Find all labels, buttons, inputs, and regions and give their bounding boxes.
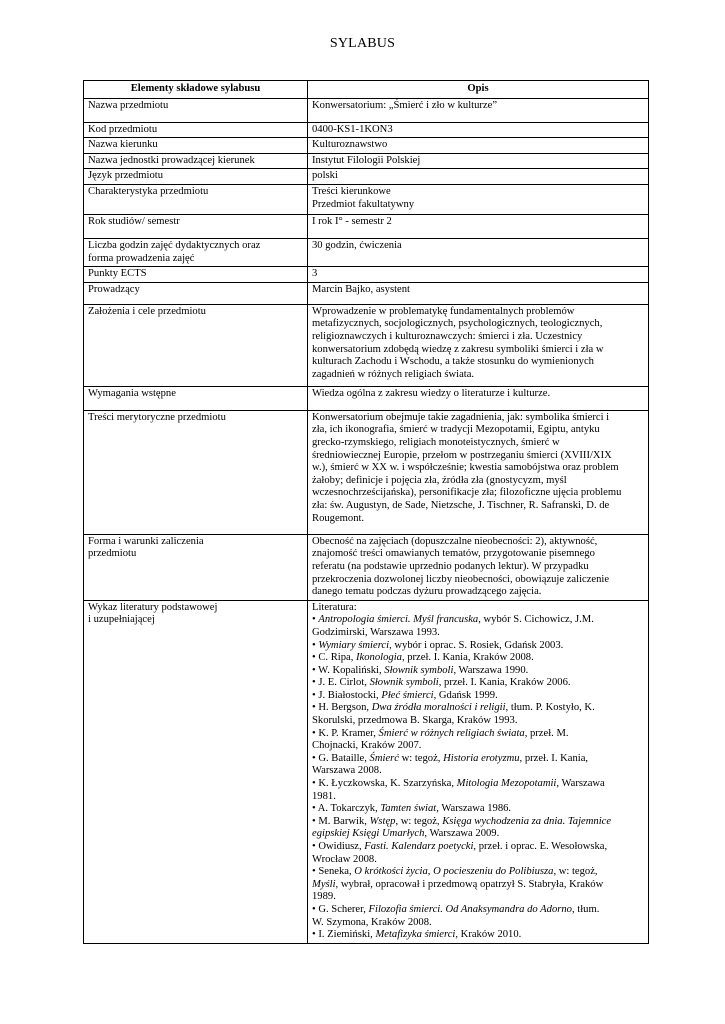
literature-item-line: [312, 791, 645, 804]
text-segment: , przeł. M.: [524, 727, 569, 739]
italic-title: Płeć śmierci: [381, 689, 434, 701]
text-segment: • J. Białostocki,: [312, 689, 382, 701]
cell-line: Wprowadzenie w problematykę fundamentalnych problemów: [312, 305, 575, 317]
cell-text: 3: [312, 268, 318, 280]
italic-title: Śmierć w różnych religiach świata: [378, 727, 525, 739]
row-label: [84, 386, 308, 410]
text-segment: Warszawa 2008.: [312, 765, 382, 777]
cell-text: Język przedmiotu: [88, 170, 164, 182]
row-value: [308, 410, 649, 534]
row-value: [308, 184, 649, 214]
text-segment: 1989.: [312, 891, 336, 903]
row-label: [84, 169, 308, 185]
row-label: [84, 304, 308, 386]
text-segment: , przeł. i oprac. E. Wesołowska,: [473, 841, 608, 852]
literature-item-line: [312, 665, 645, 678]
table-row: [84, 267, 649, 283]
cell-text: Marcin Bajko, asystent: [312, 283, 410, 295]
literature-item-line: [312, 728, 645, 741]
table-row: [84, 282, 649, 304]
italic-title: Filozofia śmierci. Od Anaksymandra do Adorno: [368, 903, 572, 915]
text-segment: , wybór S. Cichowicz, J.M.: [478, 614, 594, 626]
cell-text: Charakterystyka przedmiotu: [88, 185, 209, 197]
syllabus-table: [83, 80, 649, 944]
text-segment: • W. Kopaliński,: [312, 664, 385, 676]
italic-title: Fasti. Kalendarz poetycki: [364, 841, 474, 852]
row-label: [84, 184, 308, 214]
cell-text: polski: [312, 170, 338, 182]
text-segment: •: [312, 614, 319, 626]
text-segment: • H. Bergson,: [312, 702, 372, 714]
literature-item-line: [312, 715, 645, 728]
header-elements: Elementy składowe sylabusu: [84, 81, 308, 99]
italic-title: Metafizyka śmierci: [375, 929, 456, 941]
row-value: [308, 214, 649, 238]
row-value: [308, 534, 649, 600]
cell-text: Prowadzący: [88, 283, 140, 295]
cell-text: Rok studiów/ semestr: [88, 215, 180, 227]
italic-title: egipskiej Księgi Umarłych: [312, 828, 425, 840]
text-segment: • A. Tokarczyk,: [312, 803, 381, 815]
text-segment: Godzimirski, Warszawa 1993.: [312, 626, 440, 638]
literature-item-line: [312, 803, 645, 816]
cell-line: kulturach Zachodu i Wschodu, a także stosunku do wymienionych: [312, 356, 594, 368]
text-segment: • Seneka,: [312, 866, 355, 878]
row-value: [308, 169, 649, 185]
cell-line: zagadnień w różnych religiach świata.: [312, 368, 475, 380]
text-segment: Chojnacki, Kraków 2007.: [312, 740, 422, 752]
text-segment: Skorulski, przedmowa B. Skarga, Kraków 1993.: [312, 715, 518, 727]
cell-text: Treści merytoryczne przedmiotu: [88, 411, 226, 423]
cell-line: przedmiotu: [88, 548, 137, 560]
text-segment: , Warszawa 1986.: [436, 803, 512, 815]
cell-line: danego tematu podczas dyżuru prowadzącego zajęcia.: [312, 586, 542, 598]
row-value: [308, 153, 649, 169]
text-segment: , wybór i oprac. S. Rosiek, Gdańsk 2003.: [389, 639, 564, 651]
literature-item-line: [312, 891, 645, 904]
literature-item-line: [312, 841, 645, 854]
text-segment: • Owidiusz,: [312, 841, 365, 852]
literature-item-line: [312, 614, 645, 627]
cell-text: Instytut Filologii Polskiej: [312, 154, 421, 166]
cell-line: i uzupełniającej: [88, 614, 155, 626]
cell-text: Nazwa przedmiotu: [88, 99, 169, 111]
literature-item-line: [312, 904, 645, 917]
text-segment: , Warszawa: [556, 778, 605, 790]
table-row: [84, 138, 649, 154]
cell-text: Wiedza ogólna z zakresu wiedzy o literaturze i kulturze.: [312, 387, 551, 399]
literature-item-line: [312, 866, 645, 879]
cell-line: religioznawczych i kulturoznawczych: śmierci i zła. Uczestnicy: [312, 330, 583, 342]
literature-item-line: [312, 627, 645, 640]
cell-line: Obecność na zajęciach (dopuszczalne nieobecności: 2), aktywność,: [312, 535, 598, 547]
row-label: [84, 282, 308, 304]
text-segment: • G. Scherer,: [312, 903, 369, 915]
text-segment: • J. E. Cirlot,: [312, 677, 370, 689]
literature-item-line: [312, 917, 645, 930]
literature-item-line: [312, 879, 645, 892]
text-segment: • K. Łyczkowska, K. Szarzyńska,: [312, 778, 457, 790]
italic-title: Śmierć: [369, 752, 399, 764]
literature-item-line: [312, 740, 645, 753]
literature-item-line: [312, 702, 645, 715]
literature-item-line: [312, 828, 645, 841]
cell-line: Przedmiot fakultatywny: [312, 198, 415, 210]
text-segment: , tłum.: [571, 903, 600, 915]
italic-title: Słownik symboli: [369, 677, 439, 689]
text-segment: • M. Barwik,: [312, 815, 370, 827]
text-segment: , przeł. I. Kania, Kraków 2008.: [401, 652, 534, 664]
table-row: [84, 169, 649, 185]
table-row: [84, 410, 649, 534]
text-segment: , Gdańsk 1999.: [433, 689, 498, 701]
text-segment: • I. Ziemiński,: [312, 929, 376, 941]
text-segment: , wybrał, opracował i przedmową opatrzył S. Stabryła, Kraków: [335, 878, 604, 890]
row-value: [308, 238, 649, 266]
row-label: [84, 534, 308, 600]
cell-text: Punkty ECTS: [88, 268, 147, 280]
text-segment: •: [312, 639, 319, 651]
italic-title: Mitologia Mezopotamii: [456, 778, 557, 790]
cell-line: Forma i warunki zaliczenia: [88, 535, 204, 547]
table-body: [84, 98, 649, 943]
cell-line: Wykaz literatury podstawowej: [88, 601, 218, 613]
row-value: [308, 138, 649, 154]
row-label: [84, 410, 308, 534]
text-segment: , w: tegoż,: [395, 815, 443, 827]
text-segment: , w: tegoż,: [553, 866, 598, 878]
row-label: [84, 122, 308, 138]
cell-line: w.), śmierć w XX w. i współcześnie; kwestia samobójstwa oraz problem: [312, 462, 619, 474]
header-description: Opis: [308, 81, 649, 99]
text-segment: , Warszawa 1990.: [453, 664, 529, 676]
italic-title: Księga wychodzenia za dnia. Tajemnice: [442, 815, 612, 827]
literature-item-line: [312, 816, 645, 829]
cell-text: 30 godzin, ćwiczenia: [312, 239, 402, 251]
cell-line: forma prowadzenia zajęć: [88, 252, 195, 264]
table-row: [84, 184, 649, 214]
row-value: [308, 386, 649, 410]
cell-text: Konwersatorium: „Śmierć i zło w kulturze”: [312, 99, 498, 111]
text-segment: , przeł. I. Kania, Kraków 2006.: [438, 677, 571, 689]
cell-text: Wymagania wstępne: [88, 387, 176, 399]
cell-line: konwersatorium zdobędą wiedzę z zakresu symboliki śmierci i zła w: [312, 343, 604, 355]
table-row: [84, 534, 649, 600]
literature-list: [308, 600, 649, 943]
italic-title: Dwa źródła moralności i religii: [371, 702, 506, 714]
cell-text: Kod przedmiotu: [88, 123, 158, 135]
cell-line: żałoby; definicje i pojęcia zła, źródła zła (gnostycyzm, myśl: [312, 474, 567, 486]
table-header-row: [84, 81, 649, 99]
literature-item-line: [312, 929, 645, 942]
cell-text: Nazwa jednostki prowadzącej kierunek: [88, 154, 255, 166]
text-segment: Wrocław 2008.: [312, 853, 377, 865]
literature-heading: Literatura:: [312, 601, 357, 613]
row-value: [308, 304, 649, 386]
page-title: SYLABUS: [329, 36, 396, 51]
cell-line: średniowiecznej Europie, przełom w postrzeganiu śmierci (XVIII/XIX: [312, 449, 612, 461]
italic-title: O krótkości życia: [354, 866, 428, 878]
literature-item-line: [312, 753, 645, 766]
table-row: [84, 238, 649, 266]
literature-item-line: [312, 854, 645, 867]
cell-line: przekroczenia dozwolonej liczby nieobecności, obowiązuje zaliczenie: [312, 573, 610, 585]
table-row: [84, 214, 649, 238]
row-value: [308, 282, 649, 304]
literature-item-line: [312, 640, 645, 653]
cell-text: Kulturoznawstwo: [312, 139, 388, 151]
italic-title: Myśli: [312, 878, 336, 890]
cell-line: Treści kierunkowe: [312, 185, 391, 197]
literature-item-line: [312, 677, 645, 690]
italic-title: Ikonologia: [356, 652, 402, 664]
text-segment: • C. Ripa,: [312, 652, 357, 664]
row-label: [84, 267, 308, 283]
table-row: [84, 304, 649, 386]
literature-item-line: [312, 652, 645, 665]
cell-line: znajomość treści omawianych tematów, przygotowanie pisemnego: [312, 548, 595, 560]
row-value: [308, 98, 649, 122]
cell-line: Konwersatorium obejmuje takie zagadnienia, jak: symbolika śmierci i: [312, 411, 610, 423]
text-segment: • G. Bataille,: [312, 752, 370, 764]
row-value: [308, 122, 649, 138]
text-segment: , przeł. I. Kania,: [519, 752, 589, 764]
cell-text: 0400-KS1-1KON3: [312, 123, 393, 135]
row-label: [84, 138, 308, 154]
italic-title: Tamten świat: [380, 803, 437, 815]
italic-title: O pocieszeniu do Polibiusza: [433, 866, 554, 878]
cell-line: zła, ich ikonografia, śmierć w tradycji Mezopotamii, Egiptu, antyku: [312, 424, 600, 436]
cell-line: Rougemont.: [312, 512, 365, 524]
row-label: [84, 600, 308, 943]
text-segment: , Kraków 2010.: [455, 929, 522, 941]
cell-text: Założenia i cele przedmiotu: [88, 305, 206, 317]
table-row: [84, 122, 649, 138]
row-label: [84, 238, 308, 266]
text-segment: W. Szymona, Kraków 2008.: [312, 916, 432, 928]
table-row: [84, 98, 649, 122]
italic-title: Antropologia śmierci. Myśl francuska: [318, 614, 479, 626]
cell-line: zła: św. Augustyn, de Sade, Nietzsche, J. Tischner, R. Safranski, D. de: [312, 499, 610, 511]
row-label: [84, 214, 308, 238]
cell-line: Liczba godzin zajęć dydaktycznych oraz: [88, 239, 261, 251]
literature-row: [84, 600, 649, 943]
row-label: [84, 153, 308, 169]
row-label: [84, 98, 308, 122]
cell-text: I rok I° - semestr 2: [312, 215, 392, 227]
cell-line: metafizycznych, socjologicznych, psychologicznych, teologicznych,: [312, 318, 603, 330]
cell-line: wczesnochrześcijańska), personifikacje zła; filozoficzne ujęcia problemu: [312, 487, 622, 499]
cell-line: referatu (na podstawie uprzednio podanych lektur). W przypadku: [312, 560, 589, 572]
literature-item-line: [312, 778, 645, 791]
italic-title: Wymiary śmierci: [318, 639, 390, 651]
literature-item-line: [312, 690, 645, 703]
text-segment: 1981.: [312, 790, 336, 802]
italic-title: Historia erotyzmu: [443, 752, 520, 764]
text-segment: w: tegoż,: [398, 752, 444, 764]
table-row: [84, 153, 649, 169]
row-value: [308, 267, 649, 283]
text-segment: • K. P. Kramer,: [312, 727, 379, 739]
text-segment: , Warszawa 2009.: [424, 828, 500, 840]
italic-title: Słownik symboli: [384, 664, 454, 676]
cell-text: Nazwa kierunku: [88, 139, 158, 151]
literature-item-line: [312, 765, 645, 778]
table-row: [84, 386, 649, 410]
italic-title: Wstęp: [369, 815, 396, 827]
text-segment: , tłum. P. Kostyło, K.: [505, 702, 595, 714]
cell-line: grecko-rzymskiego, religiach monoteistycznych, śmierć w: [312, 436, 560, 448]
text-segment: ,: [427, 866, 434, 878]
